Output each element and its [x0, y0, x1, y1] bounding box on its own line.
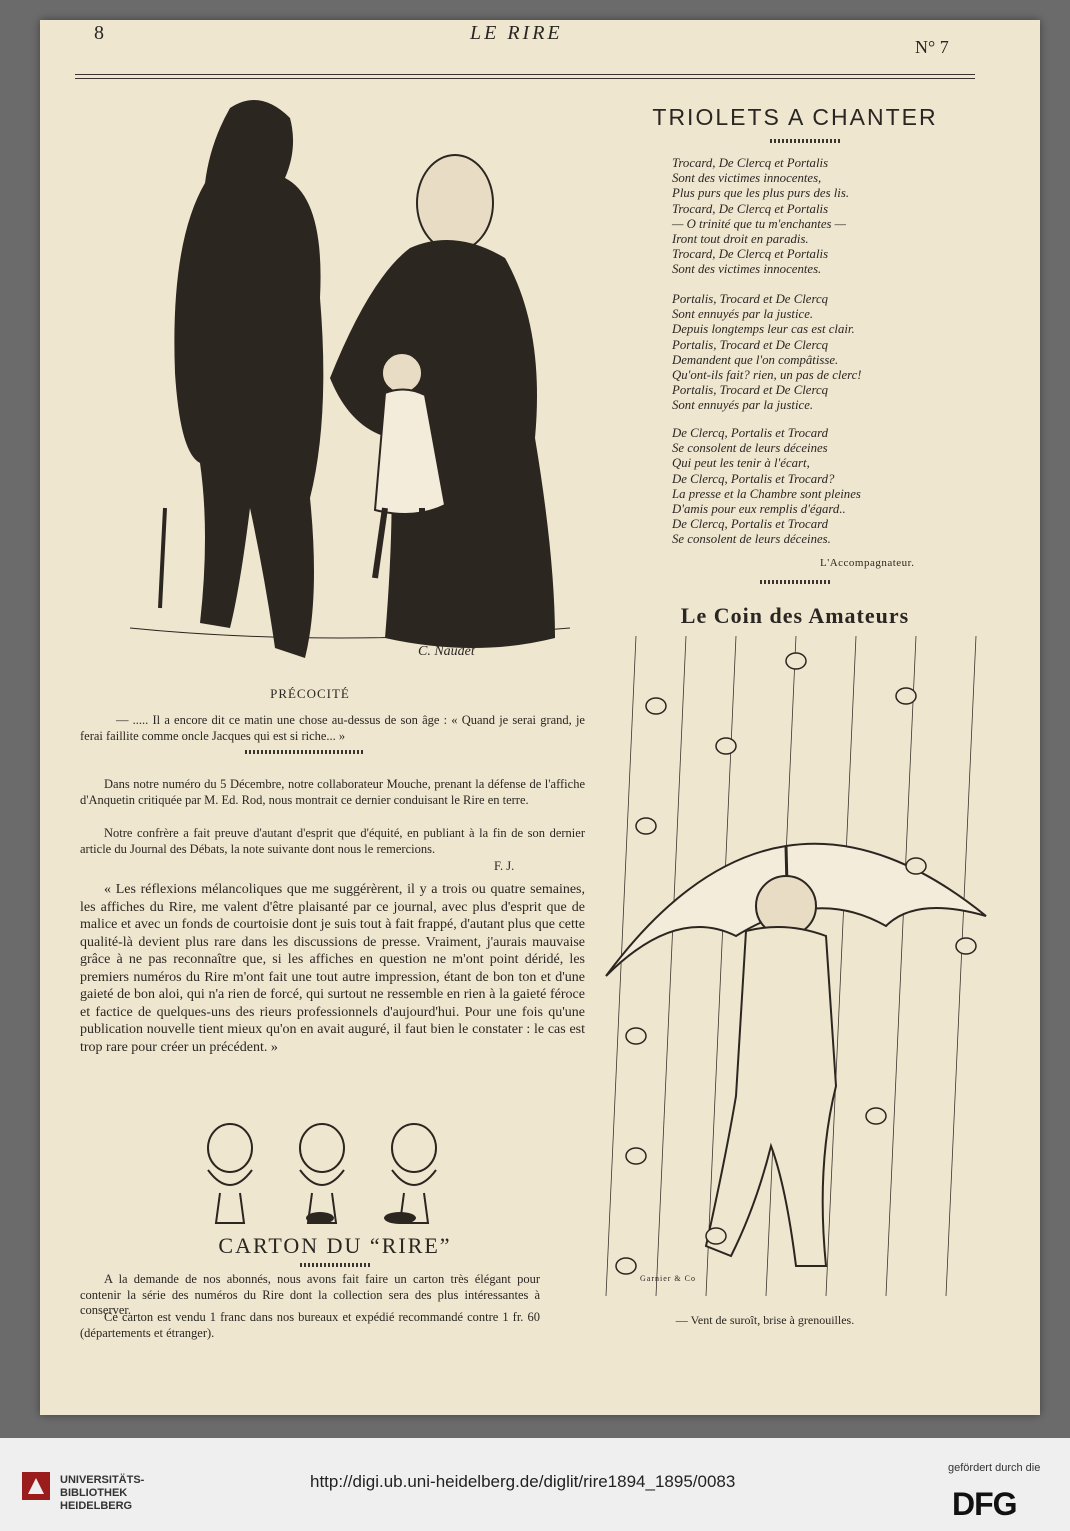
- poem-line: Se consolent de leurs déceines.: [672, 532, 831, 547]
- coin-title: Le Coin des Amateurs: [680, 603, 910, 628]
- poem-line: Depuis longtemps leur cas est clair.: [672, 322, 855, 337]
- article-initials: F. J.: [494, 859, 515, 873]
- poem-line: Se consolent de leurs déceines: [672, 441, 828, 456]
- poem-line: Portalis, Trocard et De Clercq: [672, 337, 829, 352]
- poem-line: Plus purs que les plus purs des lis.: [672, 186, 850, 201]
- precocite-caption: — ..... Il a encore dit ce matin une chose au-dessus de son âge : « Quand je serai grand, je ferai faillite comme oncle Jacques qui est si riche... »: [80, 713, 585, 743]
- poem-line: Demandent que l'on compâtisse.: [672, 352, 839, 367]
- poem-line: La presse et la Chambre sont pleines: [672, 486, 861, 501]
- poem-line: — O trinité que tu m'enchantes —: [672, 216, 847, 231]
- poem-line: Qu'ont-ils fait? rien, un pas de clerc!: [672, 368, 862, 383]
- poem-signature: L'Accompagnateur.: [820, 557, 915, 569]
- coin-caption: — Vent de suroît, brise à grenouilles.: [675, 1313, 855, 1327]
- rain-frogs-illustration: [596, 636, 996, 1306]
- journal-title: LE RIRE: [470, 22, 563, 44]
- triolets-title: TRIOLETS A CHANTER: [652, 104, 938, 130]
- poem-stanza-2: [672, 292, 962, 414]
- poem-line: Trocard, De Clercq et Portalis: [672, 156, 829, 170]
- poem-line: Sont ennuyés par la justice.: [672, 398, 814, 413]
- poem-line: D'amis pour eux remplis d'égard..: [672, 502, 846, 517]
- university-seal-icon: [20, 1470, 52, 1502]
- article-paragraph-1: Dans notre numéro du 5 Décembre, notre collaborateur Mouche, prenant la défense de l'affiche d'Anquetin critiquée par M. Ed. Rod, nous montrait ce dernier conduisant le Rire en terre.: [80, 777, 585, 807]
- article-paragraph-2: Notre confrère a fait preuve d'autant d'esprit que d'équité, en publiant à la fin de son dernier article du Journal des Débats, la note suivante dont nous le remercions.: [80, 826, 585, 856]
- poem-line: Portalis, Trocard et De Clercq: [672, 292, 829, 306]
- precocite-illustration: [110, 88, 590, 678]
- poem-line: De Clercq, Portalis et Trocard: [672, 426, 829, 440]
- source-url-link[interactable]: http://digi.ub.uni-heidelberg.de/diglit/rire1894_1895/0083: [310, 1472, 736, 1491]
- carton-paragraph-2: Ce carton est vendu 1 franc dans nos bureaux et expédié recommandé contre 1 fr. 60 (départements et étranger).: [80, 1310, 540, 1340]
- poem-line: Sont ennuyés par la justice.: [672, 307, 814, 322]
- dfg-logo: DFG: [952, 1486, 1017, 1522]
- issue-number: N° 7: [915, 37, 949, 57]
- poem-line: Iront tout droit en paradis.: [672, 232, 809, 247]
- egg-cups-illustration: [190, 1118, 460, 1230]
- article-quote: « Les réflexions mélancoliques que me suggérèrent, il y a trois ou quatre semaines, les affiches du Rire, me valent d'être plaisanté par ce journal, avec plus d'esprit que de malice et avec un fonds de courtoisie dont je suis tout à fait frappé, d'autant plus que cette qualité-là devient plus rare dans les discussions de presse. Vraiment, j'aurais mauvaise grâce à ne pas reconnaître que, si les affiches en question ne m'ont point déridé, les premiers numéros du Rire m'ont fait une tout autre impression, étant de bon ton et d'une gaieté de bon aloi, qui n'a rien de forcé, qui surtout ne ressemble en rien à la gaieté féroce et factice de quelques-uns des rieurs professionnels d'aujourd'hui. Pour une fois qu'une publication nouvelle tient mieux qu'on en avait auguré, il faut bien le constater : le cas est trop rare pour créer un précédent. »: [80, 882, 585, 1055]
- poem-line: Sont des victimes innocentes.: [672, 262, 822, 277]
- wavy-separator-triolets: [770, 139, 840, 143]
- poem-line: Trocard, De Clercq et Portalis: [672, 247, 829, 262]
- wavy-separator-coin: [760, 580, 830, 584]
- poem-line: Qui peut les tenir à l'écart,: [672, 456, 810, 471]
- poem-line: Sont des victimes innocentes,: [672, 171, 822, 186]
- poem-line: Portalis, Trocard et De Clercq: [672, 383, 829, 398]
- header-rule: [75, 74, 975, 75]
- wavy-separator: [245, 750, 365, 754]
- university-library-name: UNIVERSITÄTS- BIBLIOTHEK HEIDELBERG: [60, 1474, 145, 1512]
- poem-stanza-3: [672, 426, 962, 548]
- carton-title: CARTON DU “RIRE”: [218, 1233, 452, 1258]
- header-rule-double: [75, 78, 975, 79]
- poem-line: Trocard, De Clercq et Portalis: [672, 201, 829, 216]
- poem-stanza-1: [672, 156, 962, 278]
- page-number: 8: [94, 22, 104, 44]
- poem-line: De Clercq, Portalis et Trocard?: [672, 471, 835, 486]
- carton-paragraph-1: A la demande de nos abonnés, nous avons fait faire un carton très élégant pour contenir la série des numéros du Rire dont la collection sera des plus intéressantes à conserver.: [80, 1272, 540, 1317]
- precocite-artist-signature: C. Naudet: [418, 644, 475, 659]
- funding-note: gefördert durch die: [948, 1462, 1041, 1474]
- wavy-separator-carton: [300, 1263, 370, 1267]
- coin-artist-signature: Garnier & Co: [640, 1274, 696, 1283]
- precocite-title: PRÉCOCITÉ: [270, 686, 350, 701]
- poem-line: De Clercq, Portalis et Trocard: [672, 517, 829, 532]
